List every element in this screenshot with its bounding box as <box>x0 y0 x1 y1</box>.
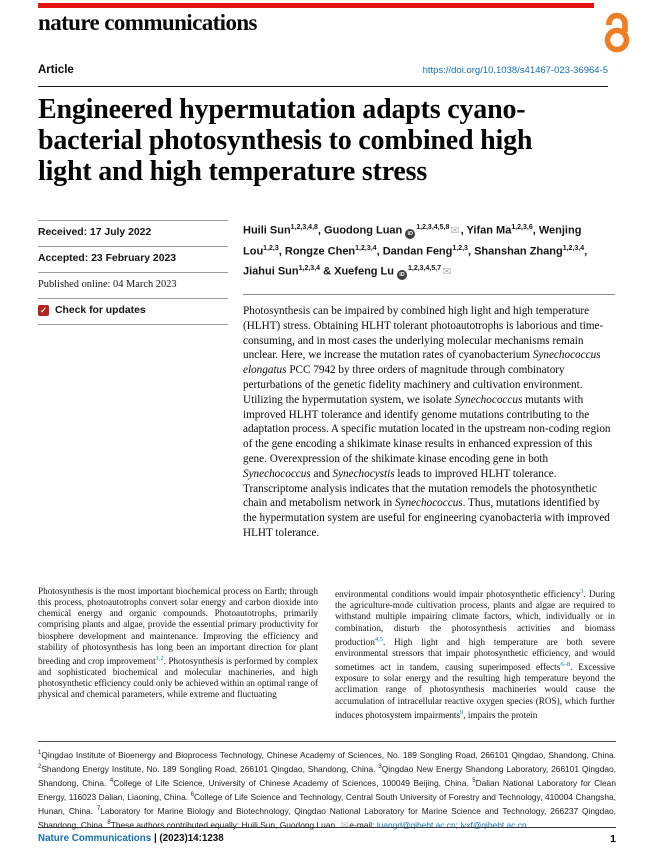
body-text <box>38 586 616 721</box>
reference-link[interactable]: 4,5 <box>374 635 383 643</box>
email-icon: ✉ <box>340 819 349 830</box>
author-name: Guodong Luan <box>324 224 403 237</box>
orcid-icon[interactable]: iD <box>405 229 415 239</box>
author-name: Xuefeng Lu <box>334 265 394 278</box>
author-affiliation-sup: 1,2,3,4,5,7 <box>408 265 442 273</box>
email-link[interactable]: lvxf@qibebt.ac.cn <box>460 819 527 830</box>
species-name-italic: Synechococcus <box>454 393 523 406</box>
page-title <box>38 94 603 187</box>
journal-wordmark: nature communications <box>38 10 257 35</box>
footnote-divider <box>38 741 616 742</box>
doi-link[interactable]: https://doi.org/10.1038/s41467-023-36964-5 <box>422 65 608 76</box>
footer-divider <box>38 827 616 828</box>
reference-link[interactable]: 9 <box>460 708 464 716</box>
abstract: Photosynthesis can be impaired by combined high light and high temperature (HLHT) stress. Obtaining HLHT tolerant photoautotrophs is laborious and time-consuming, and in most cases the underlying molecular mechanisms remain unclear. Here, we increase the mutation rates of cyanobacterium Synechococcus elongatus PCC 7942 by three orders of magnitude through combinatory perturbations of the genetic fidelity machinery and cultivation environment. Utilizing the hypermutation system, we isolate Synechococcus mutants with improved HLHT tolerance and identify genome mutations contributing to the adaptation process. A specific mutation located in the upstream non-coding region of the gene encoding a shikimate kinase results in enhanced expression of this gene. Overexpression of the shikimate kinase encoding gene in both Synechococcus and Synechocystis leads to improved HLHT tolerance. Transcriptome analysis indicates that the mutation remodels the photosynthetic chain and metabolism network in Synechococcus. Thus, mutations identified by the hypermutation system are useful for engineering cyanobacteria with improved HLHT tolerance. <box>243 294 615 541</box>
check-for-updates-button[interactable] <box>38 298 228 325</box>
page-number: 1 <box>610 833 616 845</box>
species-name-italic: Synechococcus <box>394 497 463 510</box>
author-affiliation-sup: 1,2,3,4,8 <box>290 224 318 231</box>
email-link[interactable]: luangd@qibebt.ac.cn <box>376 819 456 830</box>
affiliations-footnote: $^1$Qingdao Institute of Bioenergy and Bioprocess Technology, Chinese Academy of Sciences, No. 189 Songling Road, 266101 Qingdao, Shandong, China. $^2$Shandong Energy Institute, No. 189 Songling Road, 266101 Qingdao, Shandong, China. $^3$Qingdao New Energy Shandong Laboratory, 266101 Qingdao, Shandong, China. $^4$College of Life Science, University of Chinese Academy of Sciences, 100049 Beijing, China. $^5$Dalian National Laboratory for Clean Energy, 116023 Dalian, Liaoning, China. $^6$College of Life Science and Technology, Central South University of Forestry and Technology, 410004 Changsha, Hunan, China. $^7$Laboratory for Marine Biology and Biotechnology, Qingdao National Laboratory for Marine Science and Technology, 266237 Qingdao, Shandong, China. $^8$These authors contributed equally: Huili Sun, Guodong Luan. ✉e-mail: luangd@qibebt.ac.cn; lvxf@qibebt.ac.cn <box>38 749 616 830</box>
author-name: Jiahui Sun <box>243 265 299 278</box>
header-divider <box>38 86 608 87</box>
body-column-left: Photosynthesis is the most important biochemical process on Earth; through this process, photoautotrophs convert solar energy and carbon dioxide into chemical energy and organic compounds. Photoautotrophs, primarily comprising plants and algae, provide the essential primary productivity for biosphere development and maintenance. Improving the efficiency and stability of photosynthesis has long been an important direction for plant breeding and crop improvement$^{1,2}$. Photosynthesis is performed by complex and sophisticated biochemical and molecular machineries, and high photosynthetic efficiency could only be achieved within an optimal range of physical and chemical parameters, while extreme and fluctuating <box>38 586 318 700</box>
reference-link[interactable]: 6–8 <box>560 661 571 669</box>
reference-link[interactable]: 3 <box>580 588 584 595</box>
received-date: Received: 17 July 2022 <box>38 220 228 246</box>
citation-text: | (2023)14:1238 <box>151 833 224 844</box>
orcid-icon[interactable]: iD <box>397 270 407 280</box>
author-affiliation-sup: 1,2,3 <box>452 244 468 252</box>
footnote-marker: 4 <box>109 778 114 784</box>
reference-link[interactable]: 1,2 <box>155 654 164 662</box>
species-name-italic: Synechococcus <box>243 467 311 480</box>
footnote-marker: 6 <box>190 792 194 798</box>
author-name: Huili Sun <box>243 224 291 237</box>
footnote-marker: 5 <box>472 778 476 784</box>
author-name: Shanshan Zhang <box>474 245 563 258</box>
author-name: Yifan Ma <box>466 224 512 237</box>
author-affiliation-sup: 1,2,3 <box>263 244 279 252</box>
accepted-date: Accepted: 23 February 2023 <box>38 246 228 272</box>
footnote-marker: 3 <box>378 764 382 770</box>
author-name: Rongze Chen <box>284 245 356 258</box>
species-name-italic: Synechococcus elongatus <box>243 349 601 377</box>
title-line-1: Engineered hypermutation adapts cyano- <box>38 94 526 125</box>
author-affiliation-sup: 1,2,3,4 <box>562 244 585 252</box>
species-name-italic: Synechocystis <box>332 467 395 480</box>
footnote-marker: 1 <box>38 750 42 756</box>
author-affiliation-sup: 1,2,3,4,5,8 <box>416 224 450 231</box>
article-meta <box>38 220 228 325</box>
check-for-updates-icon: ✓ <box>38 305 49 316</box>
open-access-icon <box>596 9 638 55</box>
published-date: Published online: 04 March 2023 <box>38 272 228 298</box>
title-line-2: bacterial photosynthesis to combined high <box>38 125 533 156</box>
article-header-row <box>38 64 608 76</box>
email-icon[interactable]: ✉ <box>442 265 452 278</box>
brand-bar <box>38 3 594 8</box>
author-name: Wenjing Lou <box>243 224 582 258</box>
footnote-marker: 8 <box>107 820 111 826</box>
author-affiliation-sup: 1,2,3,6 <box>511 224 533 231</box>
body-column-right: environmental conditions would impair photosynthetic efficiency$^3$. During the agriculture-mode cultivation process, plants and algae are required to withstand multiple impairing climate factors, which, individually or in combination, disturb the photosynthesis activities and biomass production$^{4,5}$. High light and high temperature are both severe environmental stressors that impair photosynthetic efficiency, and would sometimes act in tandem, causing superimposed effects$^{6-8}$. Excessive exposure to solar energy and the resulting high temperature beyond the acclimation range of photosynthesis machineries would cause the accumulation of intracellular reactive oxygen species (ROS), which further induces photosystem impairments$^9$, impairs the protein <box>335 588 616 720</box>
journal-citation-link[interactable]: Nature Communications <box>38 833 152 844</box>
author-name: Dandan Feng <box>382 245 453 258</box>
email-icon[interactable]: ✉ <box>450 224 460 237</box>
page-footer <box>38 833 616 845</box>
footnote-marker: 7 <box>96 806 101 812</box>
footnote-marker: 2 <box>38 764 42 770</box>
title-line-3: light and high temperature stress <box>38 156 428 187</box>
check-for-updates-label: Check for updates <box>55 305 146 316</box>
author-affiliation-sup: 1,2,3,4 <box>355 244 377 252</box>
author-affiliation-sup: 1,2,3,4 <box>298 265 321 273</box>
author-list: Huili Sun$^{1,2,3,4,8}$, Guodong Luan iD$^{1,2,3,4,5,8}$✉, Yifan Ma$^{1,2,3,6}$, Wenjing Lou$^{1,2,3}$, Rongze Chen$^{1,2,3,4}$, Dandan Feng$^{1,2,3}$, Shanshan Zhang$^{1,2,3,4}$, Jiahui Sun$^{1,2,3,4}$ & Xuefeng Lu iD$^{1,2,3,4,5,7}$✉ <box>243 224 588 278</box>
article-type-label: Article <box>38 64 74 76</box>
journal-citation <box>38 833 224 845</box>
